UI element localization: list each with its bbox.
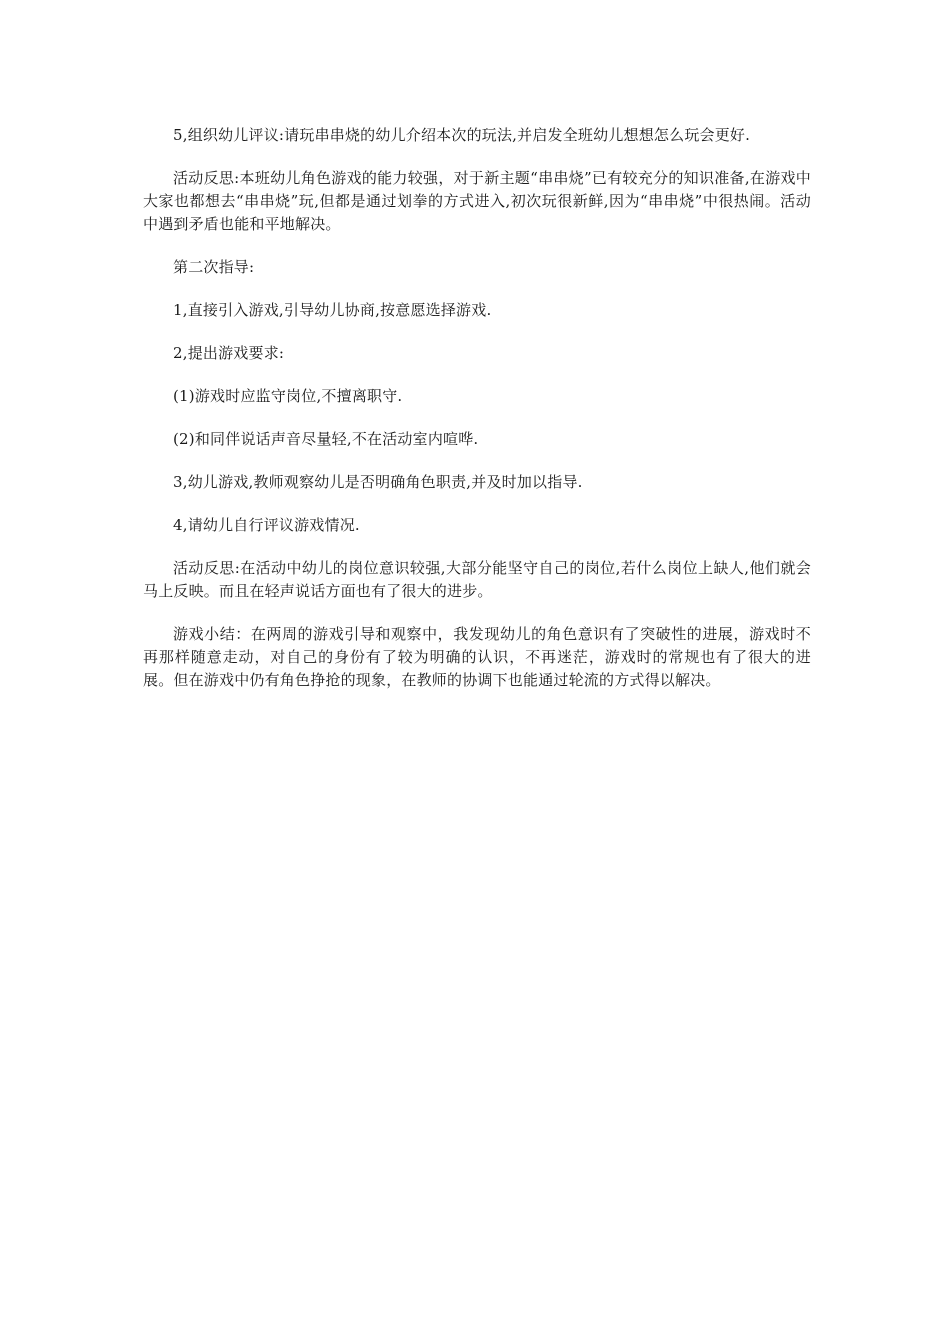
paragraph-step-2: 2,提出游戏要求: bbox=[173, 344, 285, 362]
paragraph-reflection-second: 活动反思:在活动中幼儿的岗位意识较强,大部分能坚守自己的岗位,若什么岗位上缺人,他们就会马上反映。而且在轻声说话方面也有了很大的进步。 bbox=[143, 559, 811, 600]
paragraph-reflection-first: 活动反思:本班幼儿角色游戏的能力较强，对于新主题“串串烧”已有较充分的知识准备,在游戏中大家也都想去“串串烧”玩,但都是通过划拳的方式进入,初次玩很新鲜,因为“串串烧”中很热闹。活动中遇到矛盾也能和平地解决。 bbox=[143, 169, 811, 233]
paragraph-step-1: 1,直接引入游戏,引导幼儿协商,按意愿选择游戏. bbox=[173, 301, 492, 319]
paragraph-game-summary: 游戏小结：在两周的游戏引导和观察中，我发现幼儿的角色意识有了突破性的进展，游戏时不再那样随意走动，对自己的身份有了较为明确的认识，不再迷茫，游戏时的常规也有了很大的进展。但在游戏中仍有角色挣抢的现象，在教师的协调下也能通过轮流的方式得以解决。 bbox=[143, 625, 811, 689]
document-body bbox=[143, 124, 811, 712]
paragraph-step-4: 4,请幼儿自行评议游戏情况. bbox=[173, 516, 360, 534]
paragraph-requirement-2: (2)和同伴说话声音尽量轻,不在活动室内喧哗. bbox=[173, 430, 479, 448]
paragraph-second-guidance-heading: 第二次指导: bbox=[173, 258, 255, 276]
paragraph-step-3: 3,幼儿游戏,教师观察幼儿是否明确角色职责,并及时加以指导. bbox=[173, 473, 583, 491]
paragraph-evaluation-step: 5,组织幼儿评议:请玩串串烧的幼儿介绍本次的玩法,并启发全班幼儿想想怎么玩会更好. bbox=[173, 126, 751, 144]
paragraph-requirement-1: (1)游戏时应监守岗位,不擅离职守. bbox=[173, 387, 403, 405]
